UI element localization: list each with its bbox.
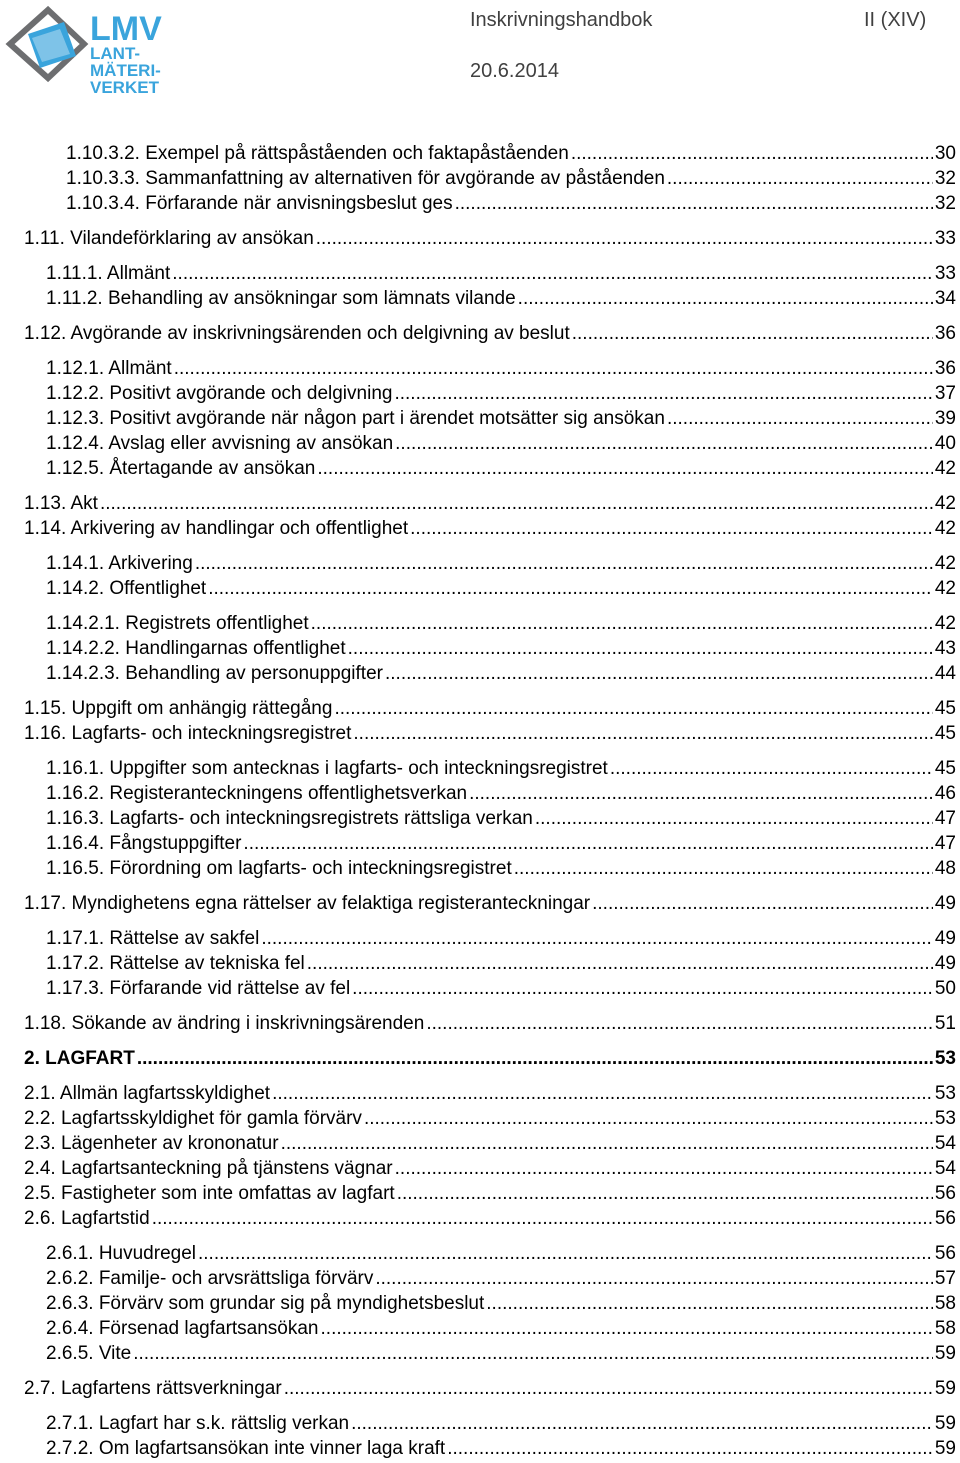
toc-entry[interactable] bbox=[46, 381, 956, 405]
toc-entry-title: 1.17.1. Rättelse av sakfel bbox=[46, 928, 260, 949]
toc-dot-leader bbox=[394, 383, 932, 405]
toc-entry-title: 2.6.3. Förvärv som grundar sig på myndighetsbeslut bbox=[46, 1293, 485, 1314]
toc-entry-page: 40 bbox=[934, 433, 956, 454]
toc-entry-title: 2.7. Lagfartens rättsverkningar bbox=[24, 1378, 282, 1399]
toc-entry-page: 36 bbox=[934, 358, 956, 379]
toc-entry[interactable] bbox=[24, 321, 956, 345]
toc-entry[interactable] bbox=[24, 491, 956, 515]
lantmateriverket-logo bbox=[4, 4, 174, 96]
toc-entry-page: 42 bbox=[934, 553, 956, 574]
svg-text:LMV: LMV bbox=[90, 10, 162, 48]
toc-entry-title: 2.5. Fastigheter som inte omfattas av lagfart bbox=[24, 1183, 395, 1204]
toc-entry-title: 2.7.1. Lagfart har s.k. rättslig verkan bbox=[46, 1413, 350, 1434]
toc-entry-title: 2.4. Lagfartsanteckning på tjänstens vägnar bbox=[24, 1158, 393, 1179]
toc-entry[interactable] bbox=[46, 661, 956, 685]
toc-entry-page: 32 bbox=[934, 168, 956, 189]
toc-entry-page: 54 bbox=[934, 1158, 956, 1179]
toc-entry-page: 51 bbox=[934, 1013, 956, 1034]
toc-entry-title: 1.17.3. Förfarande vid rättelse av fel bbox=[46, 978, 351, 999]
toc-dot-leader bbox=[137, 1048, 933, 1070]
toc-entry-page: 46 bbox=[934, 783, 956, 804]
toc-entry-page: 42 bbox=[934, 518, 956, 539]
toc-dot-leader bbox=[352, 978, 933, 1000]
toc-entry-page: 42 bbox=[934, 493, 956, 514]
toc-entry[interactable] bbox=[46, 1266, 956, 1290]
toc-dot-leader bbox=[284, 1378, 933, 1400]
toc-entry-title: 2. LAGFART bbox=[24, 1048, 135, 1069]
toc-dot-leader bbox=[486, 1293, 933, 1315]
toc-entry-title: 1.10.3.2. Exempel på rättspåståenden och faktapåståenden bbox=[66, 143, 569, 164]
toc-entry-title: 1.18. Sökande av ändring i inskrivningsärenden bbox=[24, 1013, 425, 1034]
toc-entry-page: 36 bbox=[934, 323, 956, 344]
toc-dot-leader bbox=[667, 408, 933, 430]
toc-dot-leader bbox=[447, 1438, 933, 1460]
toc-entry-title: 1.14.1. Arkivering bbox=[46, 553, 193, 574]
toc-entry[interactable] bbox=[46, 1411, 956, 1435]
toc-dot-leader bbox=[353, 723, 932, 745]
toc-entry-title: 2.6. Lagfartstid bbox=[24, 1208, 150, 1229]
toc-dot-leader bbox=[455, 193, 933, 215]
toc-entry[interactable] bbox=[24, 226, 956, 250]
toc-entry[interactable] bbox=[24, 1046, 956, 1070]
toc-dot-leader bbox=[152, 1208, 933, 1230]
toc-dot-leader bbox=[426, 1013, 933, 1035]
toc-entry-title: 2.6.1. Huvudregel bbox=[46, 1243, 196, 1264]
toc-dot-leader bbox=[348, 638, 933, 660]
toc-entry-page: 56 bbox=[934, 1208, 956, 1229]
toc-entry[interactable] bbox=[24, 1081, 956, 1105]
toc-entry-title: 1.10.3.3. Sammanfattning av alternativen för avgörande av påståenden bbox=[66, 168, 665, 189]
toc-entry[interactable] bbox=[66, 191, 956, 215]
toc-entry-title: 1.16.4. Fångstuppgifter bbox=[46, 833, 242, 854]
toc-dot-leader bbox=[535, 808, 933, 830]
toc-entry[interactable] bbox=[24, 891, 956, 915]
toc-entry-title: 2.6.5. Vite bbox=[46, 1343, 132, 1364]
toc-entry-page: 42 bbox=[934, 613, 956, 634]
toc-entry-page: 45 bbox=[934, 758, 956, 779]
toc-dot-leader bbox=[174, 358, 933, 380]
toc-entry-page: 39 bbox=[934, 408, 956, 429]
toc-dot-leader bbox=[321, 1318, 933, 1340]
toc-entry[interactable] bbox=[46, 551, 956, 575]
toc-dot-leader bbox=[281, 1133, 933, 1155]
toc-dot-leader bbox=[133, 1343, 933, 1365]
toc-entry-title: 1.12.2. Positivt avgörande och delgivning bbox=[46, 383, 393, 404]
toc-entry-page: 59 bbox=[934, 1378, 956, 1399]
toc-entry[interactable] bbox=[46, 926, 956, 950]
toc-entry-title: 1.12.1. Allmänt bbox=[46, 358, 172, 379]
toc-entry-page: 33 bbox=[934, 228, 956, 249]
toc-dot-leader bbox=[571, 143, 933, 165]
toc-entry-title: 1.14.2. Offentlighet bbox=[46, 578, 207, 599]
toc-entry-title: 1.15. Uppgift om anhängig rättegång bbox=[24, 698, 333, 719]
toc-dot-leader bbox=[272, 1083, 933, 1105]
toc-entry-page: 37 bbox=[934, 383, 956, 404]
toc-entry-page: 59 bbox=[934, 1343, 956, 1364]
toc-entry[interactable] bbox=[46, 456, 956, 480]
toc-entry-page: 33 bbox=[934, 263, 956, 284]
toc-dot-leader bbox=[410, 518, 933, 540]
toc-entry[interactable] bbox=[24, 1376, 956, 1400]
toc-entry[interactable] bbox=[46, 261, 956, 285]
toc-entry-page: 47 bbox=[934, 833, 956, 854]
svg-text:MÄTERI-: MÄTERI- bbox=[90, 61, 161, 80]
toc-dot-leader bbox=[317, 458, 932, 480]
toc-dot-leader bbox=[667, 168, 933, 190]
toc-entry-title: 1.14.2.3. Behandling av personuppgifter bbox=[46, 663, 383, 684]
toc-entry-title: 1.17.2. Rättelse av tekniska fel bbox=[46, 953, 305, 974]
toc-entry[interactable] bbox=[46, 1341, 956, 1365]
toc-entry-page: 50 bbox=[934, 978, 956, 999]
toc-entry[interactable] bbox=[24, 516, 956, 540]
toc-entry[interactable] bbox=[24, 1011, 956, 1035]
toc-entry[interactable] bbox=[46, 806, 956, 830]
toc-entry-page: 59 bbox=[934, 1438, 956, 1459]
toc-entry-page: 56 bbox=[934, 1243, 956, 1264]
toc-entry-page: 49 bbox=[934, 893, 956, 914]
toc-entry-page: 32 bbox=[934, 193, 956, 214]
toc-dot-leader bbox=[198, 1243, 933, 1265]
toc-entry-title: 1.11. Vilandeförklaring av ansökan bbox=[24, 228, 314, 249]
toc-entry-page: 45 bbox=[934, 698, 956, 719]
toc-entry-title: 1.10.3.4. Förfarande när anvisningsbeslut ges bbox=[66, 193, 453, 214]
toc-entry-page: 44 bbox=[934, 663, 956, 684]
toc-entry-page: 58 bbox=[934, 1318, 956, 1339]
toc-entry[interactable] bbox=[46, 576, 956, 600]
toc-dot-leader bbox=[592, 893, 933, 915]
toc-entry[interactable] bbox=[46, 286, 956, 310]
toc-entry[interactable] bbox=[46, 976, 956, 1000]
toc-dot-leader bbox=[334, 698, 932, 720]
toc-dot-leader bbox=[572, 323, 933, 345]
toc-entry[interactable] bbox=[46, 951, 956, 975]
toc-entry-page: 30 bbox=[934, 143, 956, 164]
toc-entry-page: 53 bbox=[934, 1083, 956, 1104]
toc-entry[interactable] bbox=[46, 611, 956, 635]
toc-entry-title: 2.6.2. Familje- och arvsrättsliga förvärv bbox=[46, 1268, 374, 1289]
toc-entry-title: 1.12.3. Positivt avgörande när någon part i ärendet motsätter sig ansökan bbox=[46, 408, 665, 429]
toc-dot-leader bbox=[100, 493, 933, 515]
toc-dot-leader bbox=[397, 1183, 933, 1205]
toc-entry-page: 47 bbox=[934, 808, 956, 829]
toc-entry-title: 2.6.4. Försenad lagfartsansökan bbox=[46, 1318, 319, 1339]
toc-entry-title: 1.14.2.2. Handlingarnas offentlighet bbox=[46, 638, 346, 659]
toc-entry-title: 1.12.5. Återtagande av ansökan bbox=[46, 458, 316, 479]
toc-entry-page: 42 bbox=[934, 458, 956, 479]
toc-entry-page: 45 bbox=[934, 723, 956, 744]
toc-entry-title: 1.13. Akt bbox=[24, 493, 98, 514]
toc-dot-leader bbox=[395, 1158, 933, 1180]
toc-entry-title: 2.2. Lagfartsskyldighet för gamla förvärv bbox=[24, 1108, 362, 1129]
toc-entry[interactable] bbox=[46, 1291, 956, 1315]
toc-entry[interactable] bbox=[24, 1181, 956, 1205]
toc-entry-title: 1.16. Lagfarts- och inteckningsregistret bbox=[24, 723, 352, 744]
toc-entry-title: 1.12. Avgörande av inskrivningsärenden och delgivning av beslut bbox=[24, 323, 570, 344]
toc-entry[interactable] bbox=[46, 831, 956, 855]
toc-entry-page: 49 bbox=[934, 953, 956, 974]
toc-entry-page: 57 bbox=[934, 1268, 956, 1289]
toc-dot-leader bbox=[351, 1413, 933, 1435]
toc-entry[interactable] bbox=[24, 1131, 956, 1155]
toc-entry[interactable] bbox=[46, 406, 956, 430]
toc-entry-title: 2.1. Allmän lagfartsskyldighet bbox=[24, 1083, 271, 1104]
toc-entry[interactable] bbox=[24, 1206, 956, 1230]
svg-text:VERKET: VERKET bbox=[90, 78, 159, 96]
toc-dot-leader bbox=[610, 758, 933, 780]
toc-dot-leader bbox=[261, 928, 933, 950]
document-title: Inskrivningshandbok bbox=[470, 9, 653, 31]
toc-entry-page: 53 bbox=[934, 1048, 956, 1069]
toc-entry-title: 2.7.2. Om lagfartsansökan inte vinner laga kraft bbox=[46, 1438, 446, 1459]
toc-entry-page: 48 bbox=[934, 858, 956, 879]
page-number: II (XIV) bbox=[864, 9, 927, 31]
toc-entry-page: 43 bbox=[934, 638, 956, 659]
toc-entry-title: 2.3. Lägenheter av krononatur bbox=[24, 1133, 279, 1154]
toc-entry[interactable] bbox=[46, 636, 956, 660]
toc-entry-title: 1.16.3. Lagfarts- och inteckningsregistrets rättsliga verkan bbox=[46, 808, 533, 829]
toc-entry-page: 34 bbox=[934, 288, 956, 309]
toc-entry[interactable] bbox=[46, 756, 956, 780]
toc-entry-title: 1.16.5. Förordning om lagfarts- och inteckningsregistret bbox=[46, 858, 512, 879]
toc-dot-leader bbox=[316, 228, 933, 250]
toc-entry[interactable] bbox=[46, 431, 956, 455]
toc-entry[interactable] bbox=[24, 1106, 956, 1130]
toc-entry-title: 1.11.2. Behandling av ansökningar som lämnats vilande bbox=[46, 288, 516, 309]
toc-entry-title: 1.14.2.1. Registrets offentlighet bbox=[46, 613, 309, 634]
toc-dot-leader bbox=[514, 858, 933, 880]
toc-entry[interactable] bbox=[24, 721, 956, 745]
toc-entry-title: 1.11.1. Allmänt bbox=[46, 263, 171, 284]
toc-entry-title: 1.16.2. Registeranteckningens offentlighetsverkan bbox=[46, 783, 468, 804]
toc-entry[interactable] bbox=[46, 1241, 956, 1265]
toc-entry[interactable] bbox=[66, 141, 956, 165]
toc-dot-leader bbox=[311, 613, 933, 635]
toc-entry-page: 58 bbox=[934, 1293, 956, 1314]
toc-entry[interactable] bbox=[46, 356, 956, 380]
toc-entry-title: 1.12.4. Avslag eller avvisning av ansökan bbox=[46, 433, 394, 454]
toc-dot-leader bbox=[364, 1108, 933, 1130]
toc-entry[interactable] bbox=[46, 1436, 956, 1460]
svg-text:LANT-: LANT- bbox=[90, 44, 141, 63]
toc-entry-page: 56 bbox=[934, 1183, 956, 1204]
toc-dot-leader bbox=[518, 288, 933, 310]
document-date: 20.6.2014 bbox=[470, 60, 559, 82]
toc-dot-leader bbox=[172, 263, 933, 285]
toc-dot-leader bbox=[307, 953, 933, 975]
toc-dot-leader bbox=[243, 833, 932, 855]
toc-dot-leader bbox=[375, 1268, 933, 1290]
toc-entry[interactable] bbox=[46, 856, 956, 880]
toc-dot-leader bbox=[395, 433, 933, 455]
toc-entry-title: 1.17. Myndighetens egna rättelser av felaktiga registeranteckningar bbox=[24, 893, 591, 914]
toc-dot-leader bbox=[469, 783, 933, 805]
toc-entry-title: 1.14. Arkivering av handlingar och offentlighet bbox=[24, 518, 409, 539]
toc-entry-page: 54 bbox=[934, 1133, 956, 1154]
toc-entry[interactable] bbox=[24, 696, 956, 720]
toc-entry[interactable] bbox=[46, 1316, 956, 1340]
toc-dot-leader bbox=[195, 553, 933, 575]
toc-entry-title: 1.16.1. Uppgifter som antecknas i lagfarts- och inteckningsregistret bbox=[46, 758, 608, 779]
toc-entry[interactable] bbox=[24, 1156, 956, 1180]
toc-entry-page: 42 bbox=[934, 578, 956, 599]
toc-entry[interactable] bbox=[46, 781, 956, 805]
toc-entry[interactable] bbox=[66, 166, 956, 190]
logo-emblem-icon bbox=[10, 10, 84, 78]
toc-dot-leader bbox=[208, 578, 933, 600]
toc-dot-leader bbox=[385, 663, 933, 685]
toc-entry-page: 49 bbox=[934, 928, 956, 949]
toc-entry-page: 53 bbox=[934, 1108, 956, 1129]
toc-entry-page: 59 bbox=[934, 1413, 956, 1434]
